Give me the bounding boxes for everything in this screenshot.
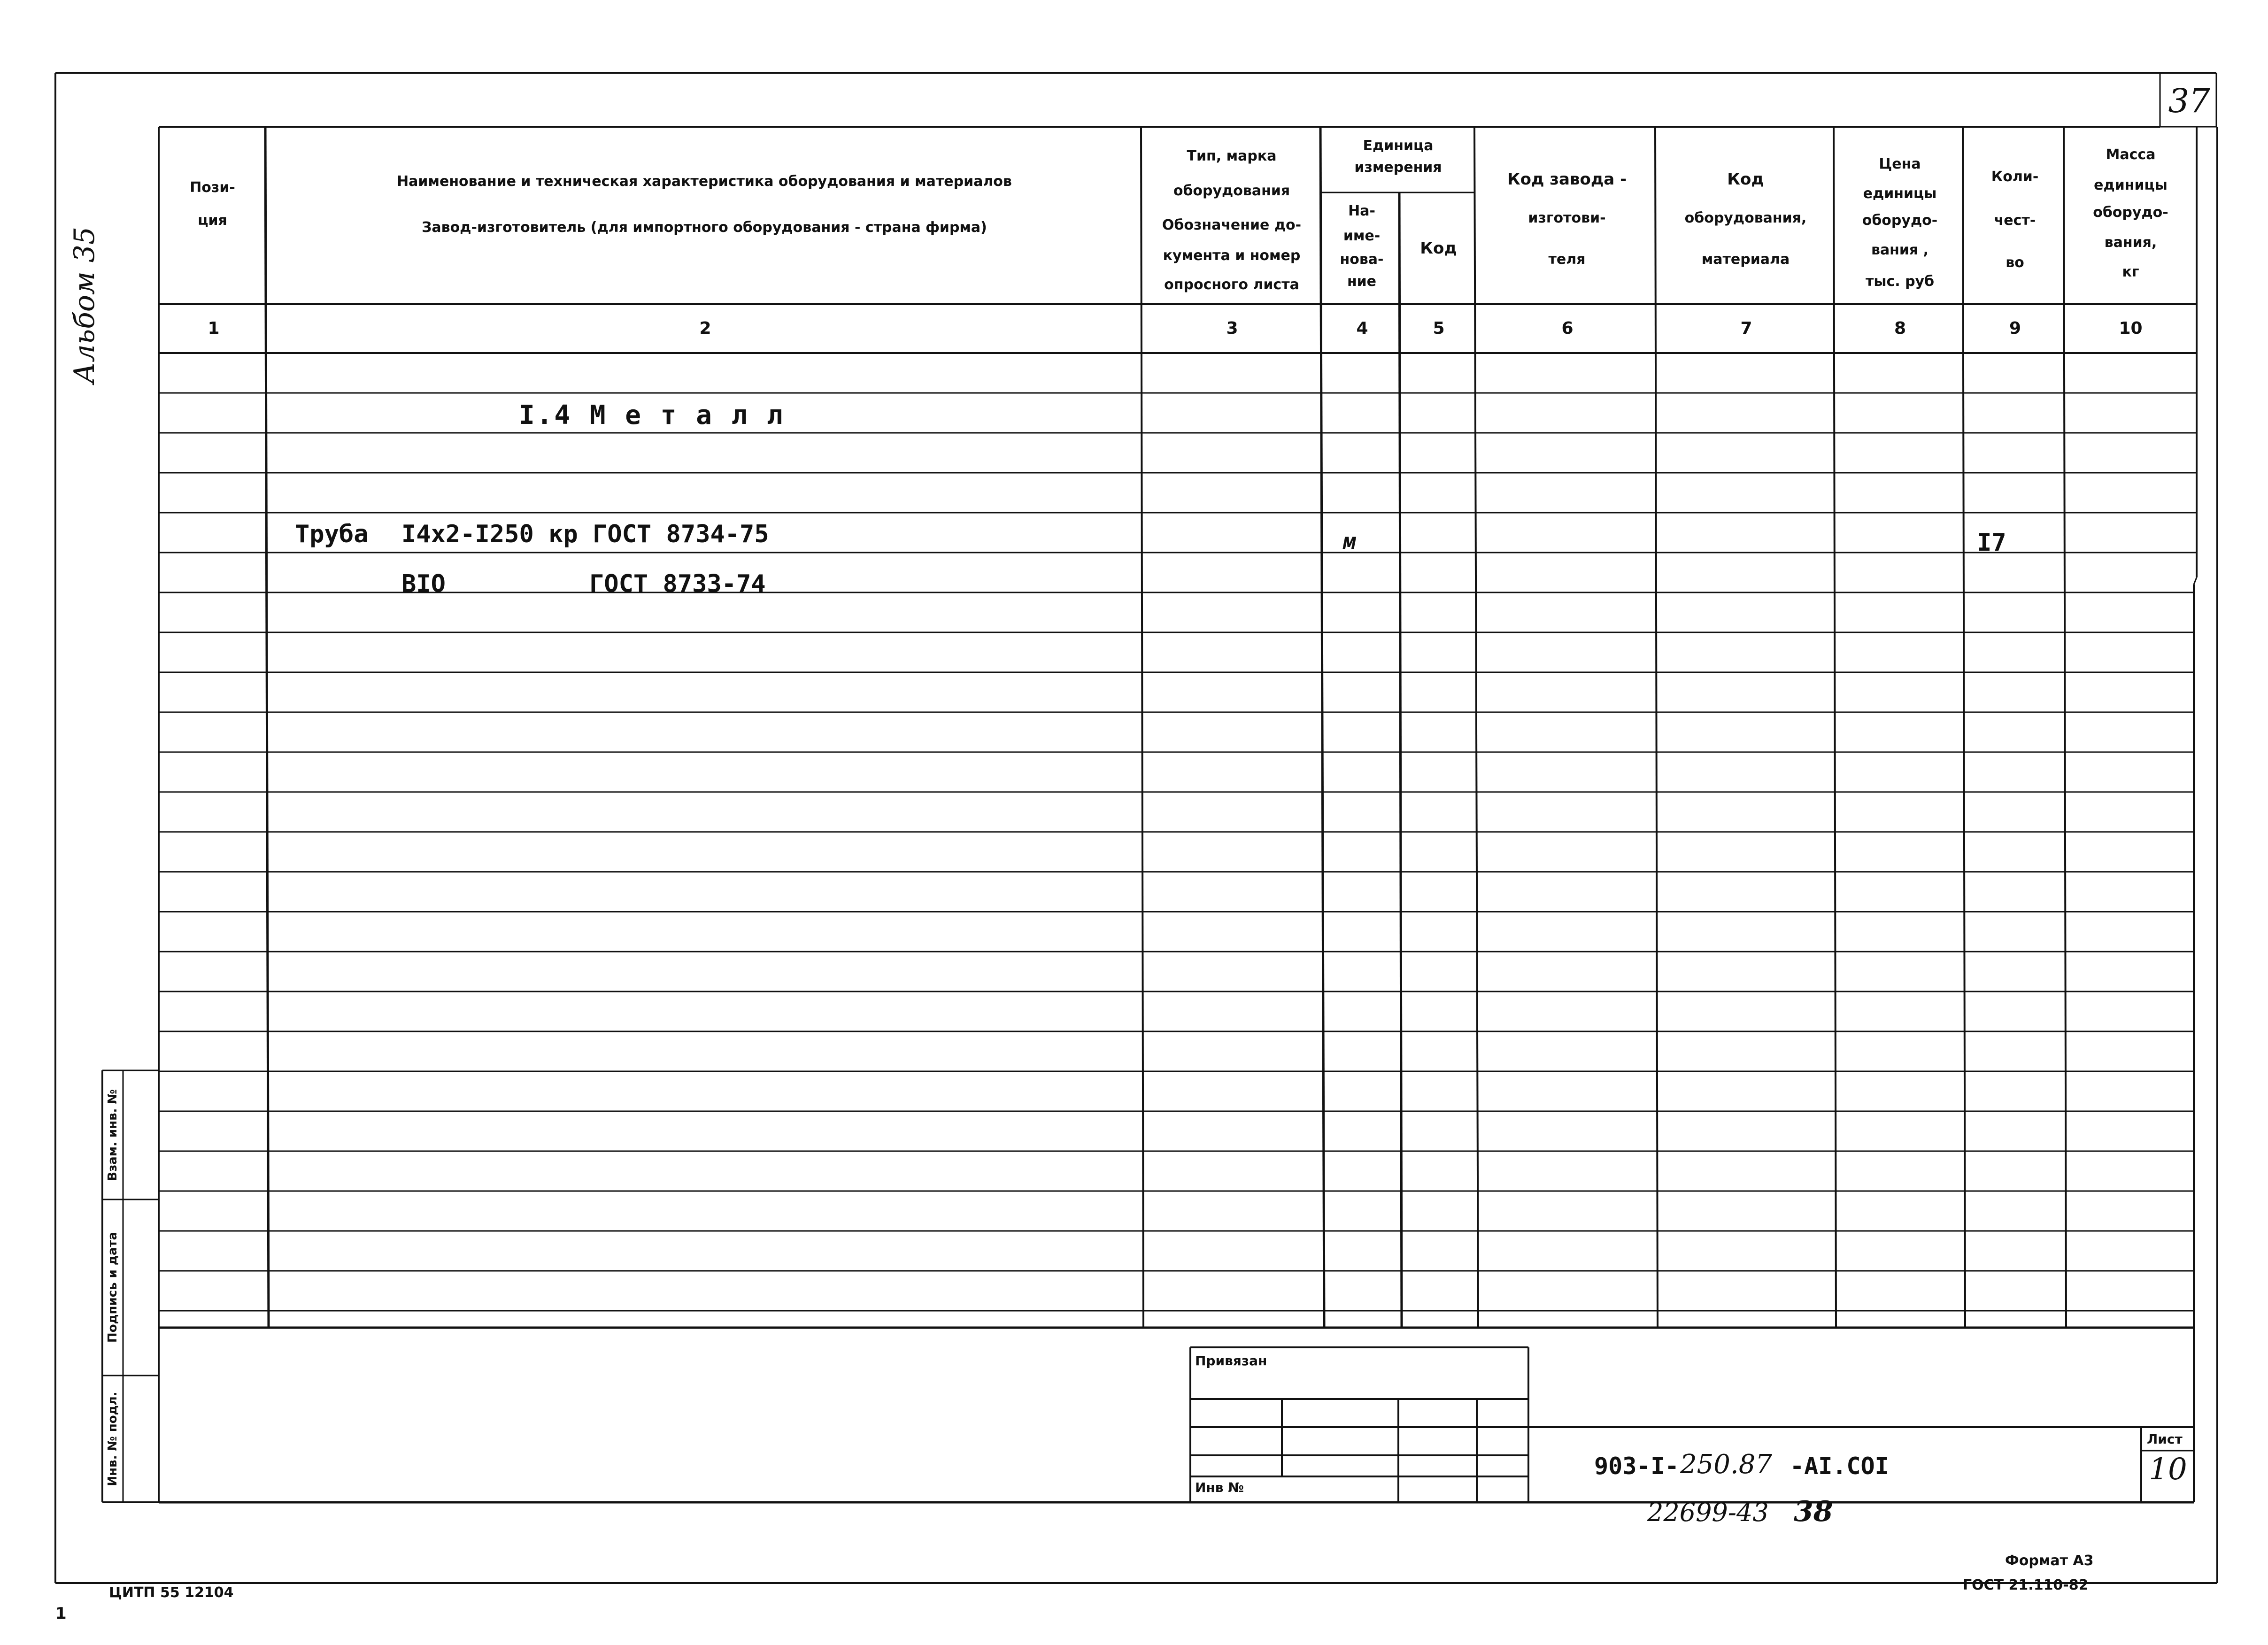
column-number-6: 6 — [1561, 319, 1574, 338]
document-code-handwritten: 250.87 — [1680, 1449, 1772, 1480]
header-col10-line1: Масса — [2106, 146, 2156, 163]
header-col9-line3: во — [2006, 254, 2024, 271]
column-number-2: 2 — [699, 319, 711, 338]
header-col3-line2: оборудования — [1173, 183, 1290, 199]
header-col1-line2: ция — [198, 212, 227, 229]
header-col6-line2: изготови- — [1528, 210, 1606, 226]
item-standard: ГОСТ 8733-74 — [589, 570, 766, 598]
margin-label-podpis-data: Подпись и дата — [106, 1231, 120, 1343]
stamp-inv-no-label: Инв № — [1195, 1480, 1244, 1495]
footer-corner-mark: 1 — [55, 1604, 67, 1623]
column-number-5: 5 — [1433, 319, 1445, 338]
header-col8-line1: Цена — [1879, 156, 1921, 172]
header-unit-group-line1: Единица — [1363, 138, 1434, 154]
column-number-9: 9 — [2009, 319, 2021, 338]
header-unit-group-line2: измерения — [1354, 159, 1442, 176]
header-col10-line4: вания, — [2104, 234, 2157, 251]
column-number-3: 3 — [1226, 319, 1238, 338]
item-spec: I4x2-I250 кр ГОСТ 8734-75 — [401, 520, 769, 548]
footer-printer-code: ЦИТП 55 12104 — [109, 1584, 234, 1601]
header-col8-line4: вания , — [1871, 242, 1929, 258]
header-col8-line5: тыс. руб — [1865, 273, 1935, 290]
header-col4-line2: име- — [1343, 228, 1381, 244]
margin-label-vzam-inv: Взам. инв. № — [106, 1089, 120, 1181]
column-number-1: 1 — [208, 319, 220, 338]
header-col4-line3: нова- — [1340, 251, 1384, 268]
sheet-corner-number: 37 — [2168, 82, 2210, 120]
header-col10-line2: единицы — [2094, 177, 2168, 193]
header-col7-line1: Код — [1727, 170, 1764, 189]
footer-format: Формат А3 — [2005, 1553, 2094, 1569]
column-number-8: 8 — [1894, 319, 1906, 338]
header-col3-line4: кумента и номер — [1163, 247, 1301, 264]
list-label: Лист — [2147, 1431, 2183, 1447]
section-title: I.4 М е т а л л — [519, 400, 785, 430]
header-col10-line3: оборудо- — [2093, 204, 2168, 221]
header-col9-line2: чест- — [1994, 212, 2036, 229]
album-label: Альбом 35 — [68, 226, 101, 384]
header-col4-line4: ние — [1347, 273, 1377, 290]
item-name: Труба — [295, 520, 369, 548]
list-number: 10 — [2149, 1452, 2187, 1487]
header-col2-line2: Завод-изготовитель (для импортного оборудования - страна фирма) — [422, 219, 987, 236]
handwritten-note-1: 22699-43 — [1647, 1498, 1769, 1527]
header-col3-line1: Тип, марка — [1187, 148, 1277, 164]
header-col7-line3: материала — [1701, 251, 1790, 268]
header-col5: Код — [1420, 239, 1457, 258]
document-code: 903-I- — [1594, 1453, 1679, 1480]
handwritten-note-2: 38 — [1794, 1495, 1833, 1528]
header-col8-line3: оборудо- — [1862, 212, 1938, 229]
item-unit: м — [1343, 529, 1356, 554]
header-col6-line3: теля — [1548, 251, 1586, 268]
header-col7-line2: оборудования, — [1684, 210, 1807, 226]
header-col2-line1: Наименование и техническая характеристика оборудования и материалов — [397, 173, 1012, 190]
margin-label-inv-podl: Инв. № подл. — [106, 1391, 120, 1486]
column-number-4: 4 — [1356, 319, 1368, 338]
item-grade: BIO — [401, 570, 446, 598]
column-number-7: 7 — [1740, 319, 1752, 338]
stamp-privyazan-label: Привязан — [1195, 1353, 1267, 1368]
footer-gost: ГОСТ 21.110-82 — [1963, 1577, 2089, 1593]
header-col1-line1: Пози- — [190, 179, 235, 196]
header-col3-line5: опросного листа — [1164, 277, 1299, 293]
header-col4-line1: На- — [1348, 203, 1375, 219]
column-number-10: 10 — [2119, 319, 2143, 338]
document-suffix: -AI.COI — [1790, 1453, 1889, 1480]
header-col3-line3: Обозначение до- — [1162, 217, 1302, 233]
header-col8-line2: единицы — [1863, 185, 1937, 202]
item-quantity: I7 — [1977, 529, 2006, 557]
header-col6-line1: Код завода - — [1507, 170, 1627, 189]
header-col10-line5: кг — [2122, 264, 2139, 280]
header-col9-line1: Коли- — [1991, 169, 2039, 185]
